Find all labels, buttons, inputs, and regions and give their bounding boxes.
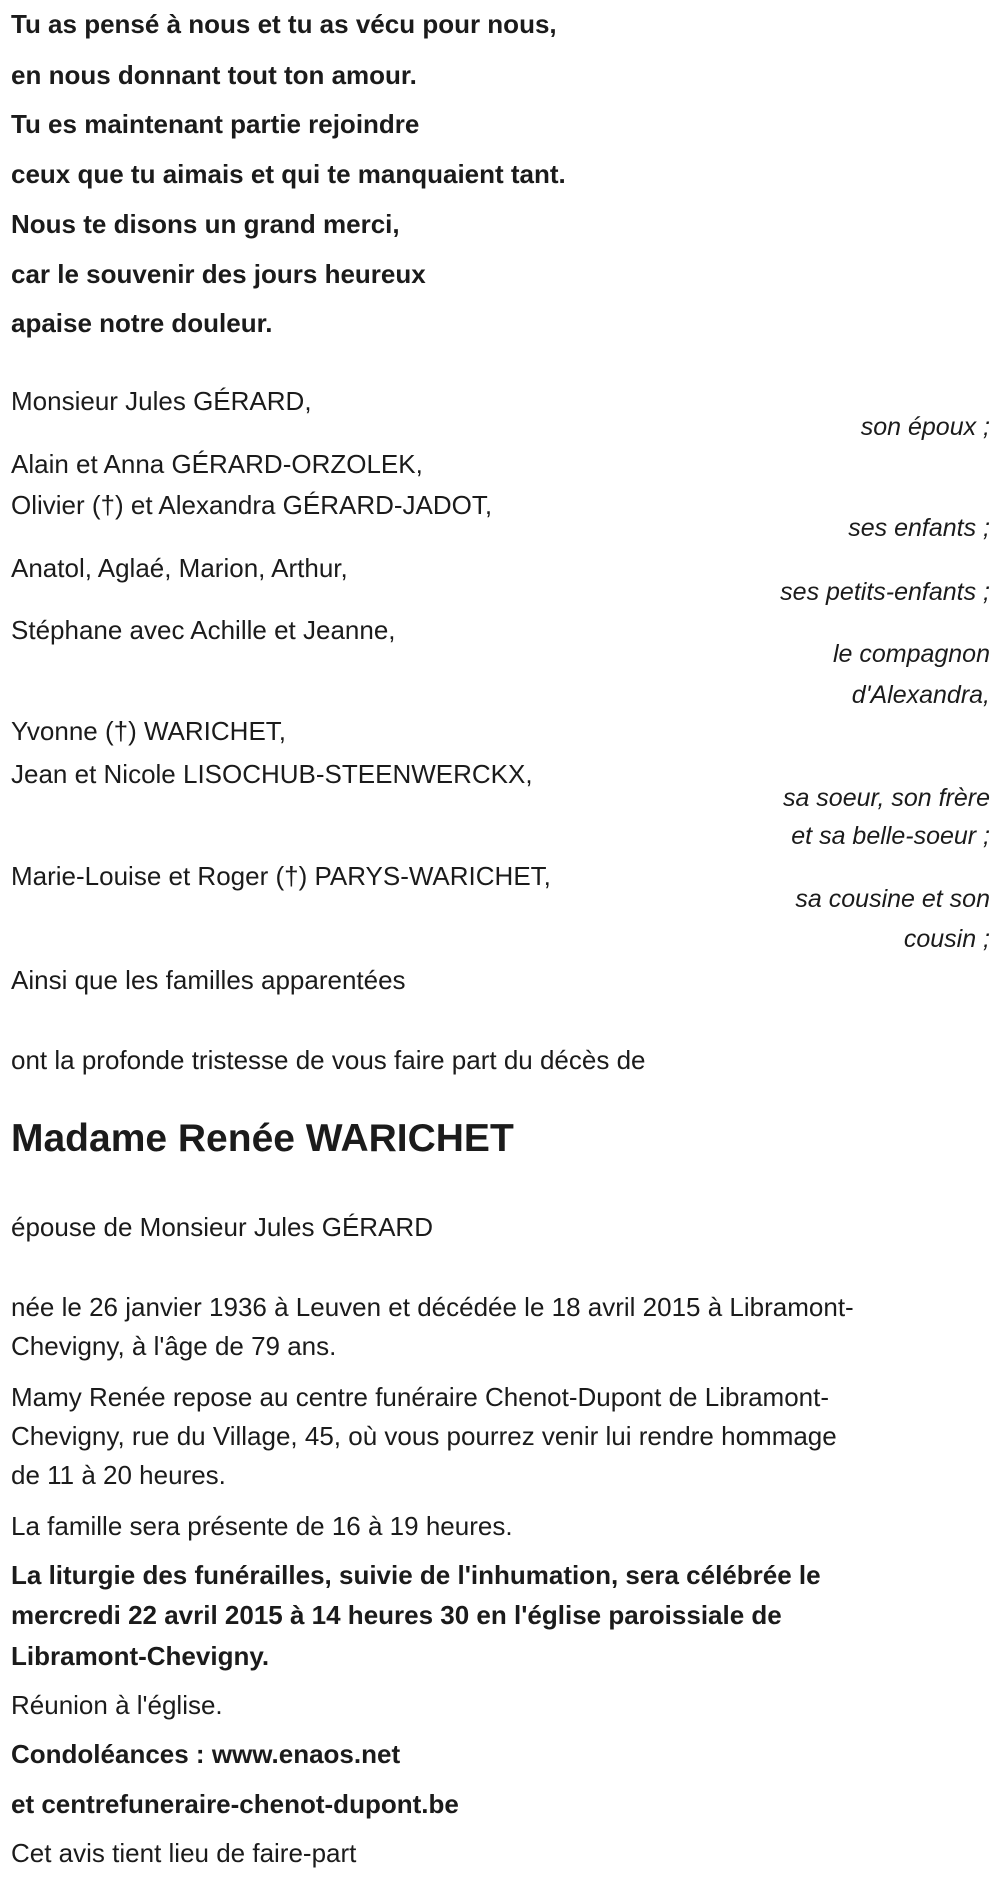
announcement: ont la profonde tristesse de vous faire part du décès de	[11, 1045, 646, 1075]
rest-line: Chevigny, rue du Village, 45, où vous pourrez venir lui rendre hommage	[11, 1421, 837, 1451]
poem-line: apaise notre douleur.	[11, 308, 273, 338]
family-name: Alain et Anna GÉRARD-ORZOLEK,	[11, 449, 423, 479]
liturgy-line: mercredi 22 avril 2015 à 14 heures 30 en l'église paroissiale de	[11, 1600, 782, 1630]
rest-line: Mamy Renée repose au centre funéraire Chenot-Dupont de Libramont-	[11, 1382, 830, 1412]
spouse-line: épouse de Monsieur Jules GÉRARD	[11, 1212, 433, 1242]
family-relation: son époux ;	[860, 413, 990, 441]
condolences-line: et centrefuneraire-chenot-dupont.be	[11, 1789, 459, 1819]
liturgy-line: Libramont-Chevigny.	[11, 1641, 270, 1671]
family-relation: sa soeur, son frère	[782, 784, 990, 812]
poem-line: Tu as pensé à nous et tu as vécu pour nous,	[11, 9, 557, 39]
deceased-name: Madame Renée WARICHET	[11, 1117, 514, 1160]
rest-line: de 11 à 20 heures.	[11, 1460, 226, 1490]
family-relation: le compagnon	[832, 640, 990, 668]
birth-line: Chevigny, à l'âge de 79 ans.	[11, 1331, 337, 1361]
family-name: Olivier (†) et Alexandra GÉRARD-JADOT,	[11, 490, 493, 520]
family-relation: cousin ;	[903, 925, 990, 953]
family-name: Anatol, Aglaé, Marion, Arthur,	[11, 553, 348, 583]
family-name: Marie-Louise et Roger (†) PARYS-WARICHET,	[11, 861, 551, 891]
family-relation: d'Alexandra,	[851, 681, 990, 709]
family-relation: et sa belle-soeur ;	[791, 822, 990, 850]
condolences-line: Condoléances : www.enaos.net	[11, 1739, 401, 1769]
family-name: Monsieur Jules GÉRARD,	[11, 386, 312, 416]
footer-note: Cet avis tient lieu de faire-part	[11, 1838, 357, 1868]
family-relation: ses petits-enfants ;	[780, 578, 990, 606]
family-relation: ses enfants ;	[848, 514, 990, 542]
poem-line: ceux que tu aimais et qui te manquaient tant.	[11, 159, 566, 189]
poem-line: car le souvenir des jours heureux	[11, 259, 426, 289]
poem-line: Nous te disons un grand merci,	[11, 209, 400, 239]
family-name: Yvonne (†) WARICHET,	[11, 716, 287, 746]
birth-line: née le 26 janvier 1936 à Leuven et décédée le 18 avril 2015 à Libramont-	[11, 1292, 854, 1322]
liturgy-line: La liturgie des funérailles, suivie de l'inhumation, sera célébrée le	[11, 1560, 821, 1590]
poem-line: Tu es maintenant partie rejoindre	[11, 109, 420, 139]
family-also: Ainsi que les familles apparentées	[11, 965, 406, 995]
family-name: Stéphane avec Achille et Jeanne,	[11, 615, 396, 645]
poem-line: en nous donnant tout ton amour.	[11, 60, 417, 90]
family-present: La famille sera présente de 16 à 19 heures.	[11, 1511, 513, 1541]
family-relation: sa cousine et son	[795, 885, 990, 913]
meeting-line: Réunion à l'église.	[11, 1690, 223, 1720]
family-name: Jean et Nicole LISOCHUB-STEENWERCKX,	[11, 759, 533, 789]
